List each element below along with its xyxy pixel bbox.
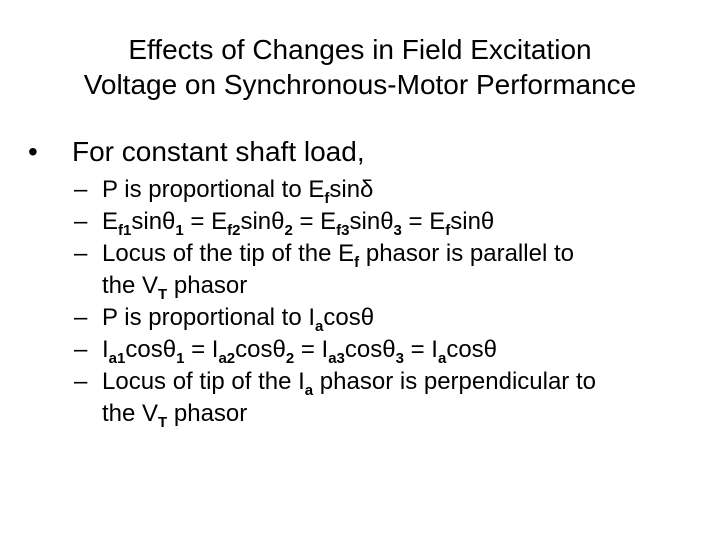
sub-text: Locus of the tip of the $E_f$ phasor is parallel to xyxy=(102,240,574,271)
sub-text: P is proportional to $I_a\cos\theta$ xyxy=(102,304,375,335)
sub-text: Locus of tip of the $I_a$ phasor is perpendicular to xyxy=(102,368,596,399)
dash-marker: – xyxy=(74,240,88,267)
sub-bullet-list xyxy=(74,174,714,430)
sub-text: $I_{a1}\cos\theta_1 = I_{a2}\cos\theta_2 = I_{a3}\cos\theta_3 = I_a\cos\theta$ xyxy=(102,336,498,367)
sub-bullet-ef-equation xyxy=(74,206,714,238)
bullet-marker: • xyxy=(28,136,38,167)
dash-marker: – xyxy=(74,176,88,203)
slide-title xyxy=(0,32,720,102)
sub-bullet-power-delta xyxy=(74,174,714,206)
title-line-2: Voltage on Synchronous-Motor Performance xyxy=(83,69,637,100)
sub-text: P is proportional to $E_f\sin\delta$ xyxy=(102,176,374,207)
main-bullet xyxy=(28,134,365,170)
dash-marker: – xyxy=(74,368,88,395)
sub-bullet-ia-locus xyxy=(74,366,714,430)
sub-text-continuation: the $V_T$ phasor xyxy=(102,272,248,303)
sub-bullet-ia-equation xyxy=(74,334,714,366)
dash-marker: – xyxy=(74,208,88,235)
sub-text-continuation: the $V_T$ phasor xyxy=(102,400,248,431)
title-line-1: Effects of Changes in Field Excitation xyxy=(128,34,592,65)
sub-bullet-ef-locus xyxy=(74,238,714,302)
sub-text: $E_{f1}\sin\theta_1 = E_{f2}\sin\theta_2 = E_{f3}\sin\theta_3 = E_f\sin\theta$ xyxy=(102,208,495,239)
dash-marker: – xyxy=(74,336,88,363)
bullet-text: For constant shaft load, xyxy=(72,136,365,167)
sub-bullet-power-theta xyxy=(74,302,714,334)
dash-marker: – xyxy=(74,304,88,331)
